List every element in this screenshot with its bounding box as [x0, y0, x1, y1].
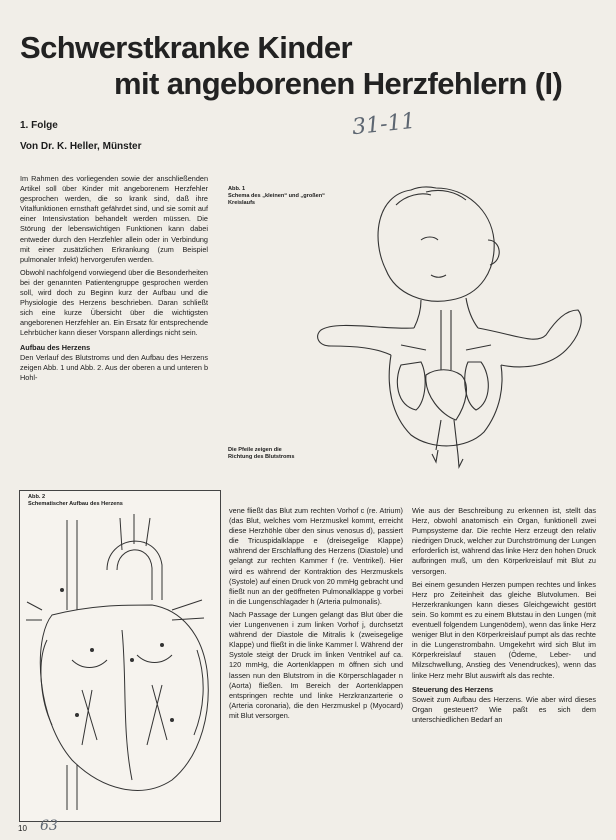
paragraph: vene fließt das Blut zum rechten Vorhof c (re. Atrium) (das Blut, welches vom Herzmuskel kommt, erreicht diese Herzhöhle über den sinus venosus d), passiert die Tricuspidalklappe e (dreisegelige Klappe) während der Erschlaffung des Herzens (Diastole) und gelangt zur rechten Kammer f (re. Ventrikel). Hier wird es während der Kontraktion des Herzmuskels (Systole) auf einen Druck von 20 mmHg gebracht und fließt nun an der geöffneten Pulmonalklappe g vorbei in die Lungenschlagader h (Arteria pulmonalis). — [229, 506, 403, 606]
figure2-caption — [28, 494, 208, 508]
body-column-3 — [412, 506, 596, 728]
figure2-caption-text: Schematischer Aufbau des Herzens — [28, 501, 123, 507]
paragraph: Obwohl nachfolgend vorwiegend über die Besonderheiten bei der genannten Patientengruppe gesprochen werden soll, wird doch zu Beginn kurz der Aufbau und die Physiologie des Herzens beschrieben. Daran schließt sich eine kurze Übersicht über die wichtigsten angeborenen Herzfehler an. Ein Ersatz für entsprechende Lehrbücher kann dieser Vorspann allerdings nicht sein. — [20, 267, 208, 338]
series-label: 1. Folge — [20, 120, 58, 131]
handwritten-note: 31-11 — [350, 108, 417, 141]
figure1-label: Abb. 1 — [228, 186, 246, 192]
figure1-caption-text: Schema des „kleinen“ und „großen“ Kreislaufs — [228, 193, 325, 206]
section-heading: Steuerung des Herzens — [412, 684, 494, 694]
figure2-illustration — [22, 510, 217, 816]
figure2-label: Abb. 2 — [28, 494, 46, 500]
page-number: 10 — [18, 824, 27, 833]
article-title-line1: Schwerstkranke Kinder — [20, 30, 352, 65]
body-column-1 — [20, 174, 208, 386]
figure1-arrow-note: Die Pfeile zeigen die Richtung des Blutstroms — [228, 447, 295, 460]
article-title-line2: mit angeborenen Herzfehlern (I) — [114, 66, 563, 101]
paragraph: Wie aus der Beschreibung zu erkennen ist, stellt das Herz, obwohl anatomisch ein Organ, funktionell zwei Pumpsysteme dar. Die rechte Herz erzeugt den relativ niedrigen Druck, welcher zur Durchströmung der Lungen erforderlich ist, während das linke Herz den hohen Druck aufbringen muß, um den Körperkreislauf mit Blut zu versorgen. — [412, 506, 596, 576]
paragraph: Nach Passage der Lungen gelangt das Blut über die vier Lungenvenen i zum linken Vorhof j, durchsetzt während der Diastole die Mitralis k (zweisegelige Klappe) und fließt in die linke Kammer l. Während der Systole steigt der Druck im linken Ventrikel auf ca. 120 mmHg, die Aortenklappen m öffnen sich und lassen nun den Blutstrom in die Körperschlagader n (Aorta) fließen. Im Bereich der Aortenklappen entspringen rechte und linke Herzkranzarterie o (Arteria coronaria), die den Herzmuskel p (Myocard) mit Blut versorgen. — [229, 609, 403, 720]
handwritten-page-mark: 63 — [40, 818, 58, 834]
paragraph: Im Rahmen des vorliegenden sowie der anschließenden Artikel soll über Kinder mit angeborenem Herzfehler gesprochen werden, die so krank sind, daß ihre Vitalfunktionen ernsthaft gefährdet sind, und sie somit auf einer Intensivstation behandelt werden müssen. Die Störung der lebenswichtigen Funktionen kann dabei entweder durch den Herzfehler allein oder in Verbindung mit einer zusätzlichen Erkrankung (zum Beispiel pulmonaler Infekt) hervorgerufen werden. — [20, 174, 208, 264]
section-heading: Aufbau des Herzens — [20, 342, 91, 352]
paragraph: Den Verlauf des Blutstroms und den Aufbau des Herzens zeigen Abb. 1 und Abb. 2. Aus der oberen a und unteren b Hohl- — [20, 352, 208, 382]
figure1-illustration — [226, 170, 616, 490]
paragraph: Bei einem gesunden Herzen pumpen rechtes und linkes Herz pro Zeiteinheit das gleiche Blutvolumen. Bei Herzerkrankungen kann dieses Gleichgewicht gestört sein. So kommt es zu einem Blutstau in den Lungen (mit eventuell folgendem Lungenödem), wenn das linke Herz weniger Blut in den Körperkreislauf pumpt als das rechte in die Lungenstrombahn. Umgekehrt wird sich Blut im Körperkreislauf stauen (Ödeme, Leber- und Milzschwellung, Anstieg des Venendruckes), wenn das linke Herz mehr Blut auswirft als das rechte. — [412, 579, 596, 680]
paragraph: Soweit zum Aufbau des Herzens. Wie aber wird dieses Organ gesteuert? Wie paßt es sich dem unterschiedlichen Bedarf an — [412, 694, 596, 724]
body-column-2 — [229, 506, 403, 724]
author-line: Von Dr. K. Heller, Münster — [20, 141, 142, 152]
